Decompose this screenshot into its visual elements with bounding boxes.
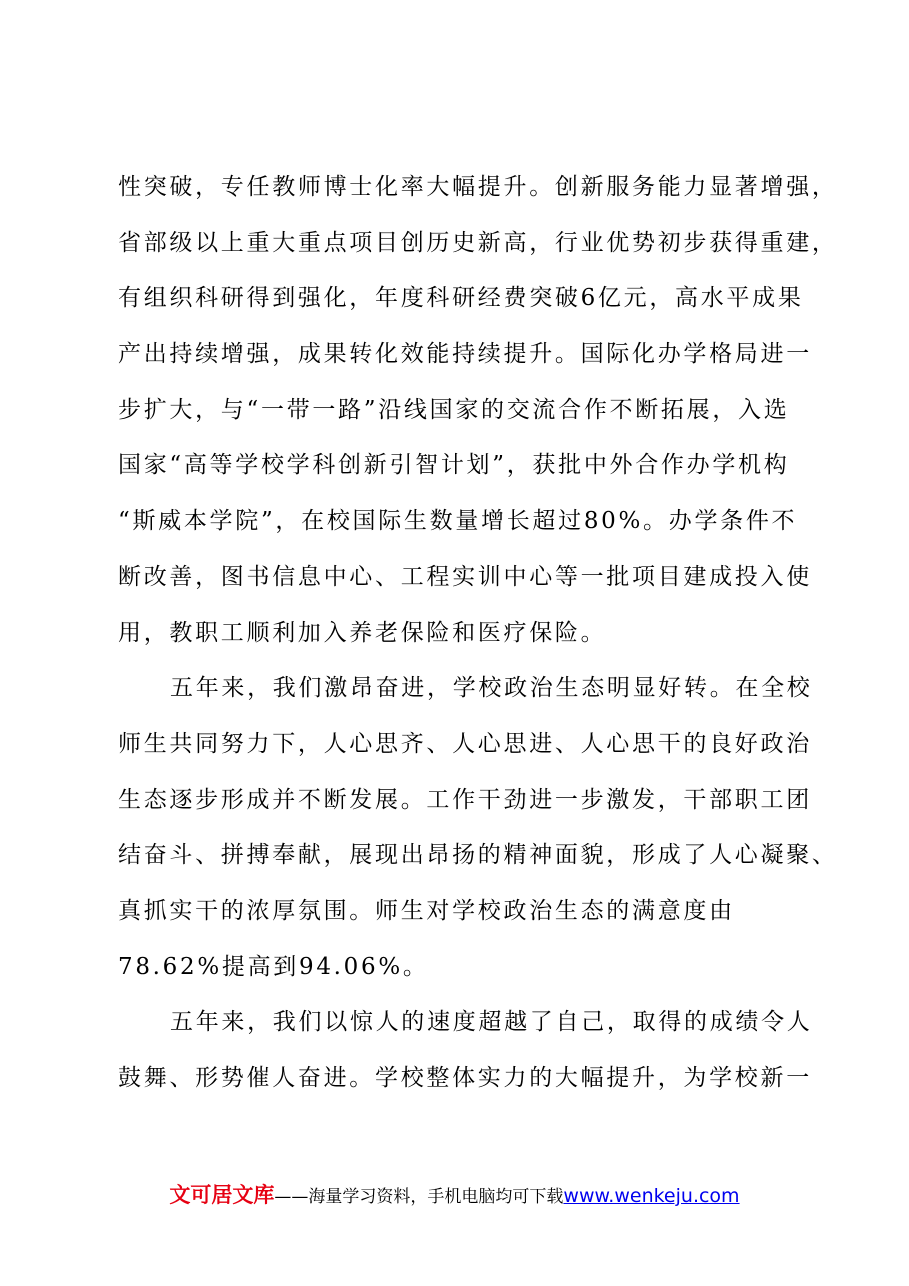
text-line: 断改善，图书信息中心、工程实训中心等一批项目建成投入使	[118, 563, 812, 590]
site-link[interactable]: www.wenkeju.com	[563, 1185, 740, 1207]
paragraph-1	[118, 160, 838, 661]
text-line: 五年来，我们以惊人的速度超越了自己，取得的成绩令人	[170, 1009, 813, 1036]
text-line: 师生共同努力下，人心思齐、人心思进、人心思干的良好政治	[118, 730, 812, 757]
text-line: 鼓舞、形势催人奋进。学校整体实力的大幅提升，为学校新一	[118, 1065, 812, 1091]
text-line: 真抓实干的浓厚氛围。师生对学校政治生态的满意度由	[118, 897, 735, 924]
text-line: 结奋斗、拼搏奉献，展现出昂扬的精神面貌，形成了人心凝聚、	[118, 842, 838, 869]
text-line: 有组织科研得到强化，年度科研经费突破6亿元，高水平成果	[118, 285, 804, 312]
paragraph-2	[118, 661, 838, 995]
brand-name: 文可居文库	[169, 1183, 275, 1207]
text-line: 78.62%提高到94.06%。	[118, 953, 429, 980]
paragraph-3	[118, 995, 813, 1106]
text-line: 步扩大，与“一带一路”沿线国家的交流合作不断拓展，入选	[118, 396, 790, 423]
document-body	[118, 160, 838, 1107]
text-line: 生态逐步形成并不断发展。工作干劲进一步激发，干部职工团	[118, 786, 812, 813]
text-line: 国家“高等学校学科创新引智计划”，获批中外合作办学机构	[118, 452, 790, 479]
text-line: 省部级以上重大重点项目创历史新高，行业优势初步获得重建，	[118, 229, 838, 256]
text-line: 用，教职工顺利加入养老保险和医疗保险。	[118, 619, 607, 646]
text-line: “斯威本学院”，在校国际生数量增长超过80%。办学条件不	[118, 508, 798, 535]
text-line: 五年来，我们激昂奋进，学校政治生态明显好转。在全校	[170, 675, 813, 702]
text-line: 产出持续增强，成果转化效能持续提升。国际化办学格局进一	[118, 341, 812, 368]
footer-slogan: ——海量学习资料，手机电脑均可下载	[274, 1187, 564, 1207]
text-line: 性突破，专任教师博士化率大幅提升。创新服务能力显著增强，	[118, 174, 838, 200]
footer-banner	[0, 1180, 909, 1212]
